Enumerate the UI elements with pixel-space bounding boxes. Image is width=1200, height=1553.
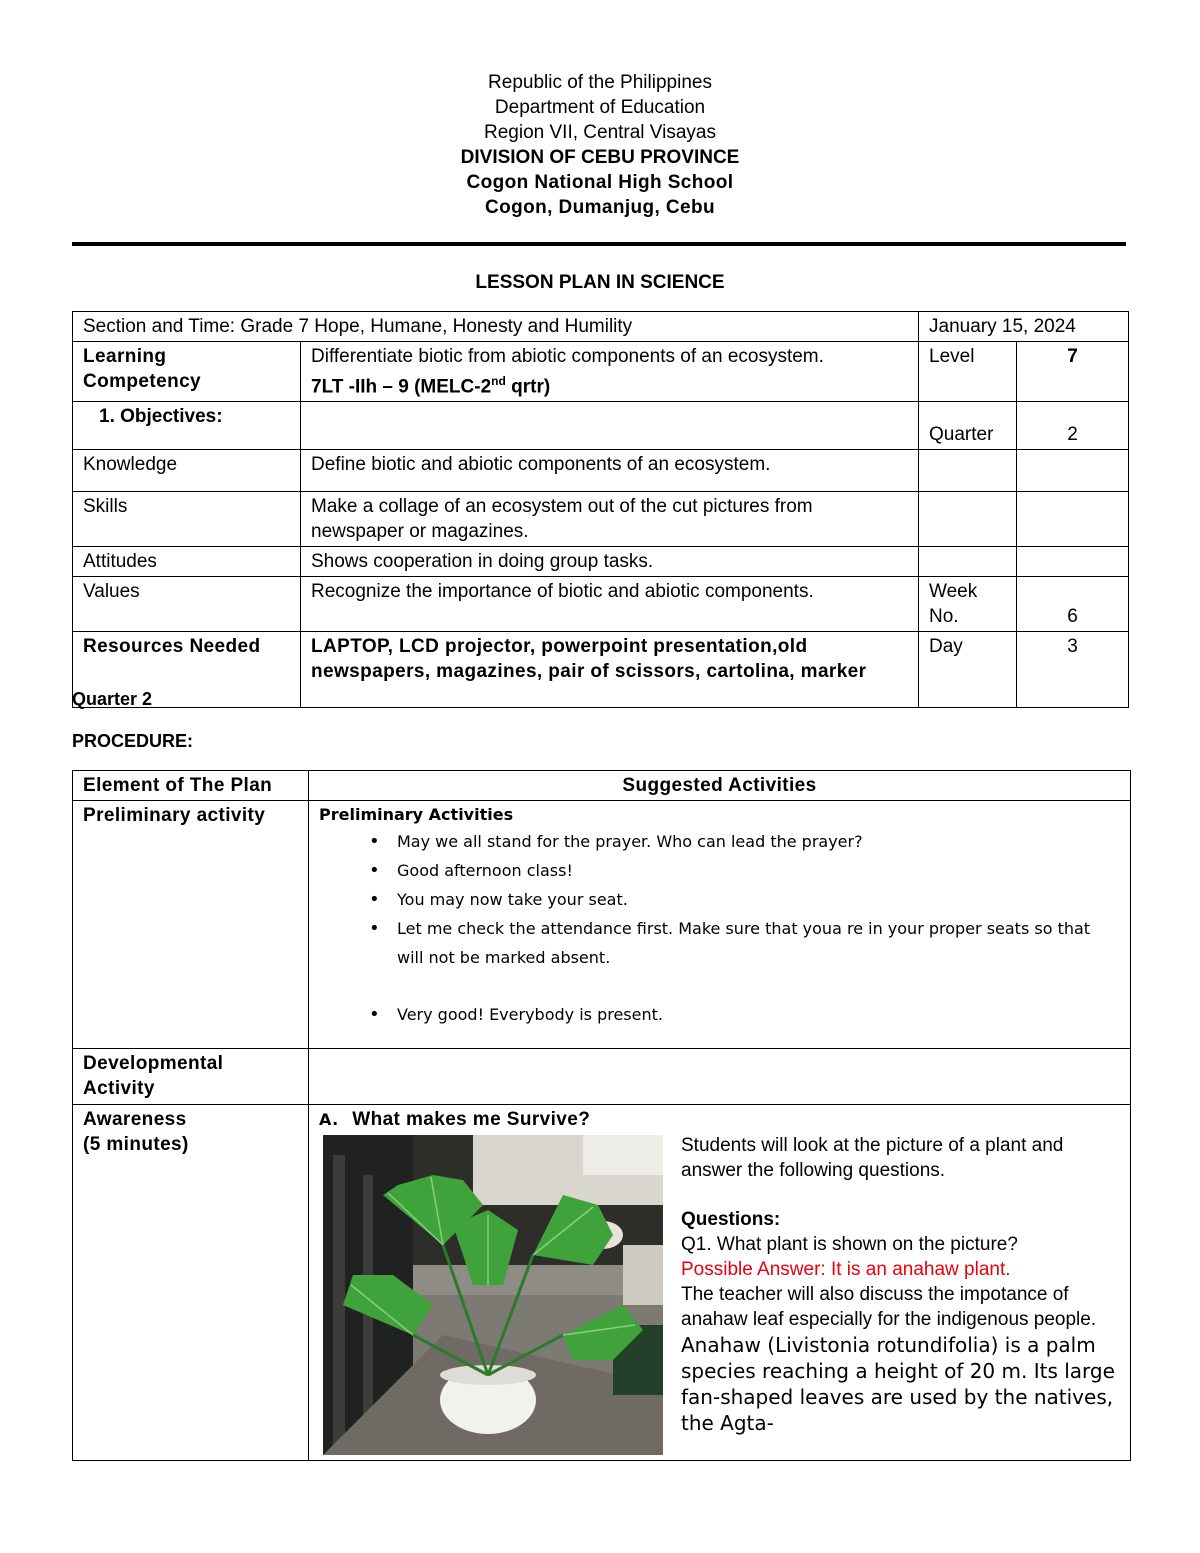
- header-line-region: Region VII, Central Visayas: [484, 122, 716, 143]
- competency-text: Differentiate biotic from abiotic components of an ecosystem.: [311, 346, 824, 367]
- prelim-list: [319, 827, 1120, 1029]
- skills-label: Skills: [73, 492, 301, 547]
- week-value: 6: [1017, 577, 1129, 632]
- prelim-label: Preliminary activity: [73, 801, 309, 1049]
- header-line-republic: Republic of the Philippines: [488, 72, 712, 93]
- header-address: Cogon, Dumanjug, Cebu: [484, 197, 716, 218]
- list-item: • Very good! Everybody is present.: [369, 1000, 1120, 1029]
- week-label: Week No.: [919, 577, 1017, 632]
- competency-cell: [301, 342, 919, 402]
- prelim-title: Preliminary Activities: [319, 805, 514, 824]
- competency-code: 7LT -IIh – 9 (MELC-2: [311, 376, 492, 398]
- values-text: Recognize the importance of biotic and abiotic components.: [301, 577, 919, 632]
- activity-title: What makes me Survive?: [352, 1109, 591, 1130]
- skills-text: Make a collage of an ecosystem out of the cut pictures from newspaper or magazines.: [301, 492, 919, 547]
- day-value: 3: [1017, 632, 1129, 708]
- list-item: • You may now take your seat.: [369, 885, 1120, 914]
- competency-code-sup: nd: [491, 374, 506, 388]
- header-division: DIVISION OF CEBU PROVINCE: [460, 147, 740, 168]
- awareness-cell: [73, 1105, 309, 1461]
- level-label: Level: [919, 342, 1017, 402]
- procedure-table: [72, 770, 1131, 1461]
- prelim-cell: [309, 801, 1131, 1049]
- attitudes-label: Attitudes: [73, 547, 301, 577]
- quarter-heading: Quarter 2: [72, 689, 153, 709]
- day-label: Day: [919, 632, 1017, 708]
- list-item: • May we all stand for the prayer. Who can lead the prayer?: [369, 827, 1120, 856]
- quarter-label: Quarter: [919, 402, 1017, 450]
- knowledge-text: Define biotic and abiotic components of an ecosystem.: [301, 450, 919, 492]
- possible-answer: Possible Answer: It is an anahaw plant.: [681, 1259, 1011, 1280]
- awareness-time: (5 minutes): [83, 1134, 189, 1155]
- header-line-deped: Department of Education: [494, 97, 706, 118]
- awareness-label: Awareness: [83, 1109, 187, 1130]
- level-value: 7: [1017, 342, 1129, 402]
- developmental-label: Developmental Activity: [73, 1049, 309, 1105]
- anahaw-plant-image: [323, 1135, 663, 1455]
- awareness-text: [681, 1133, 1121, 1436]
- question-1: Q1. What plant is shown on the picture?: [681, 1234, 1018, 1255]
- anahaw-description: Anahaw (Livistonia rotundifolia) is a palm species reaching a height of 20 m. Its large fan-shaped leaves are used by the natives, the Agta-: [681, 1333, 1115, 1435]
- competency-label: Learning Competency: [73, 342, 301, 402]
- col-activities-header: Suggested Activities: [309, 771, 1131, 801]
- list-item: • Good afternoon class!: [369, 856, 1120, 885]
- teacher-discussion: The teacher will also discuss the impotance of anahaw leaf especially for the indigenous people.: [681, 1284, 1097, 1330]
- activity-letter: A.: [319, 1110, 339, 1129]
- awareness-intro: Students will look at the picture of a plant and answer the following questions.: [681, 1135, 1064, 1181]
- header-divider: [72, 242, 1126, 246]
- values-label: Values: [73, 577, 301, 632]
- objectives-label: 1. Objectives:: [73, 402, 301, 450]
- resources-label: Resources Needed: [73, 632, 301, 708]
- resources-text: LAPTOP, LCD projector, powerpoint presentation,old newspapers, magazines, pair of scissors, cartolina, marker: [301, 632, 919, 708]
- questions-label: Questions:: [681, 1209, 781, 1230]
- procedure-heading: PROCEDURE:: [72, 731, 194, 751]
- lesson-date: January 15, 2024: [919, 312, 1129, 342]
- anahaw-photo: [323, 1135, 663, 1455]
- competency-code-end: qrtr): [505, 376, 551, 398]
- page-title: LESSON PLAN IN SCIENCE: [475, 272, 725, 293]
- list-item: • Let me check the attendance first. Make sure that youa re in your proper seats so that will not be marked absent.: [369, 914, 1120, 972]
- section-time: Section and Time: Grade 7 Hope, Humane, Honesty and Humility: [73, 312, 919, 342]
- info-table: [72, 311, 1129, 708]
- quarter-value: 2: [1017, 402, 1129, 450]
- col-element-header: Element of The Plan: [73, 771, 309, 801]
- awareness-content: [309, 1105, 1131, 1461]
- header-school: Cogon National High School: [466, 172, 734, 193]
- attitudes-text: Shows cooperation in doing group tasks.: [301, 547, 919, 577]
- knowledge-label: Knowledge: [73, 450, 301, 492]
